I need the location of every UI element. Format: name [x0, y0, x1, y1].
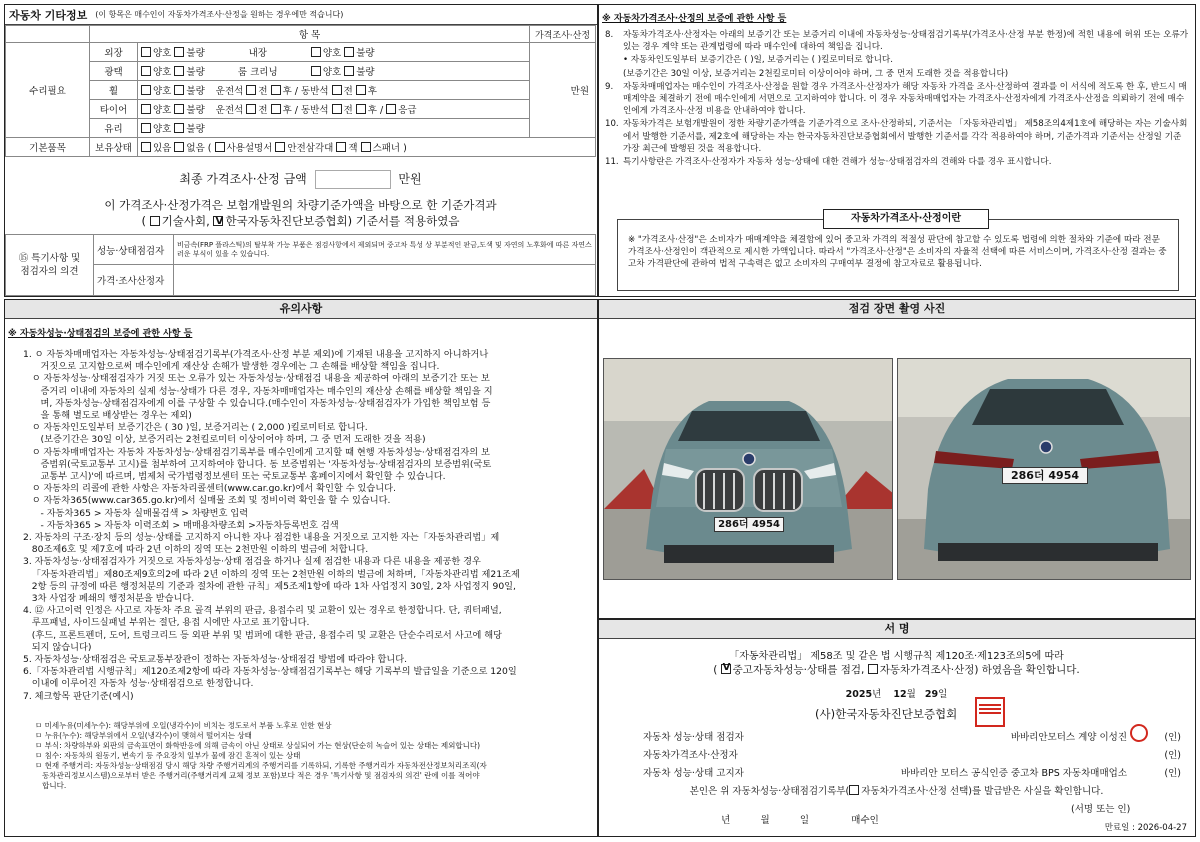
notice-line: ㅇ 자동차의 리콜에 관한 사항은 자동차리콜센터(www.car.go.kr)에서 확인할 수 있습니다. [23, 483, 396, 495]
check-criteria-list [35, 721, 595, 791]
signer-rows [643, 727, 1191, 781]
final-price-input[interactable] [315, 170, 391, 189]
confirm-line: ( V중고자동차성능·상태를 점검, 자동차가격조사·산정) 하였음을 확인합니다. [599, 662, 1194, 677]
room-bad-checkbox[interactable] [344, 66, 354, 76]
signer-label: 자동차 성능·상태 고지자 [643, 768, 744, 779]
item-text: 자동차가격은 보험개발원이 정한 차량기준가액을 기준가격으로 조사·산정하되, 기준서는 「자동차관리법」 제58조의4제1호에 해당하는 자는 기술사회에서 발행한 기준서를, 제2호에 해당하는 자는 한국자동차진단보증협회에서 발행한 기준서를 각각 적용하여야 하며, 기준가격과 기준서는 산정일 기준 가장 최근에 발행된 것을 적용합니다. [623, 119, 1188, 154]
sign-year: 2025 [845, 689, 873, 700]
signature-section [598, 619, 1196, 837]
section-title-note: (이 항목은 매수인이 자동차가격조사·산정을 원하는 경우에만 적습니다) [95, 10, 344, 19]
glass-good-checkbox[interactable] [141, 123, 151, 133]
signer-label: 자동차가격조사·산정자 [643, 750, 738, 761]
signer-row [643, 763, 1191, 781]
criteria-line: ㅁ 현재 주행거리: 자동차성능·상태점검 당시 해당 차량 주행거리계의 주행거리를 기록하되, 기록한 주행거리가 자동차전산정보처리조직(자 [35, 761, 487, 770]
front-license-plate: 286더 4954 [714, 517, 784, 532]
price-guarantee-heading: ※ 자동차가격조사·산정의 보증에 관한 사항 등 [602, 14, 787, 24]
rear-license-plate: 286더 4954 [1002, 467, 1088, 484]
section-title: 자동차 기타정보 [9, 8, 88, 22]
special-notes-label: ⑮ 특기사항 및 점검자의 의견 [6, 235, 94, 296]
notice-line: 6.「자동차관리법 시행규칙」제120조제2항에 따라 자동차성능·상태점검기록부는 해당 기록부의 발급일을 기준으로 120일 [23, 666, 517, 678]
expiry-date: 만료일 : 2026-04-27 [1104, 823, 1187, 833]
final-price-row [5, 170, 596, 189]
criteria-line: 합니다. [35, 781, 67, 790]
criteria-line: 동차관리정보시스템)으로부터 받은 주행거리(주행거리계 교체 정보 포함)보다 적은 경우 '특기사항 및 점검자의 의견' 란에 이를 적어야 [35, 771, 480, 780]
price-inspector-note[interactable] [174, 265, 596, 296]
criteria-line: ㅁ 누유(누수): 해당부위에서 오일(냉각수)이 맺혀서 떨어지는 상태 [35, 731, 252, 740]
notice-line: 이내에 이루어진 자동차 성능·상태점검으로 한정합니다. [23, 678, 254, 690]
interior-good-checkbox[interactable] [311, 47, 321, 57]
item-number: 9. [605, 81, 614, 92]
notice-line: 4. ⑫ 사고이력 인정은 사고로 자동차 주요 골격 부위의 판금, 용접수리 및 교환이 있는 경우로 한정합니다. 단, 쿼터패널, [23, 605, 502, 617]
photo-heading: 점검 장면 촬영 사진 [599, 300, 1195, 319]
possession-options: 있음 없음 ( 사용설명서 안전삼각대 잭 스패너 ) [138, 138, 596, 157]
criteria-line: ㅁ 부식: 차량하부와 외판의 금속표면이 화학반응에 의해 금속이 아닌 상태로 상실되어 가는 현상(단순히 녹슬어 있는 상태는 제외합니다) [35, 741, 480, 750]
signer-name[interactable]: 바바리안 모터스 공식인증 중고차 BPS 자동차매매업소 [900, 768, 1127, 779]
exterior-bad-checkbox[interactable] [174, 47, 184, 57]
repair-table [5, 25, 596, 157]
perf-inspector-label: 성능·상태점검자 [94, 235, 174, 265]
wheel-driver-rear-checkbox[interactable] [271, 85, 281, 95]
item-number: 11. [605, 157, 619, 168]
basis-text [5, 197, 596, 229]
price-definition-text: ※ "가격조사·산정"은 소비자가 매매계약을 체결함에 있어 중고차 가격의 적절성 판단에 참고할 수 있도록 법령에 의한 절차와 기준에 따라 전문 가격조사·산정인이 객관적으로 제시한 가액입니다. 따라서 "가격조사·산정"은 소비자의 자율적 선택에 따른 서비스이며, 가격조사·산정 결과는 중고차 가격판단에 관하여 법적 구속력은 없고 소비자의 구매여부 결정에 참고자료로 활용됩니다. [628, 235, 1167, 270]
tire-good-checkbox[interactable] [141, 104, 151, 114]
sign-month: 12 [893, 689, 907, 700]
spanner-checkbox[interactable] [361, 142, 371, 152]
price-definition-title: 자동차가격조사·산정이란 [823, 209, 989, 229]
price-guarantee-list [605, 29, 1189, 169]
gloss-good-checkbox[interactable] [141, 66, 151, 76]
association-stamp [975, 697, 1005, 727]
triangle-checkbox[interactable] [275, 142, 285, 152]
glass-label: 유리 [90, 119, 138, 138]
association-name: (사)한국자동차진단보증협회 [815, 707, 958, 721]
tire-emergency-checkbox[interactable] [386, 104, 396, 114]
notice-line: 2. 자동차의 구조·장치 등의 성능·상태를 고지하지 아니한 자나 점검한 내용을 거짓으로 고지한 자는「자동차관리법」제 [23, 532, 500, 544]
signature-heading: 서 명 [599, 620, 1195, 639]
tire-driver-rear-checkbox[interactable] [271, 104, 281, 114]
wheel-options: 양호 불량 운전석 전 후 / 동반석 전 후 [138, 81, 530, 100]
signer-row [643, 745, 1191, 763]
price-guarantee-item [605, 29, 1189, 53]
notice-line: ㅇ 자동차매매업자는 자동차 자동차성능·상태점검기록부를 매수인에게 고지할 때 현행 자동차성능·상태점검자의 보 [23, 446, 490, 458]
signer-name[interactable]: 바바리안모터스 계양 이성진 [1010, 732, 1127, 743]
notice-line: 7. 체크항목 판단기준(예시) [23, 690, 134, 702]
item-text: • 자동차인도일부터 보증기간은 ( )일, 보증거리는 ( )킬로미터로 합니다. [623, 55, 893, 66]
item-text: 자동차가격조사·산정자는 아래의 보증기간 또는 보증거리 이내에 자동차성능·상태점검기록부(가격조사·산정 부분 한정)에 적힌 내용에 허위 또는 오류가 있는 경우 계약 또는 관계법령에 따라 매수인에 대하여 책임을 집니다. [623, 30, 1189, 53]
tire-driver-front-checkbox[interactable] [246, 104, 256, 114]
photo-section [598, 299, 1196, 619]
price-guarantee-section [598, 4, 1196, 297]
jack-checkbox[interactable] [336, 142, 346, 152]
notice-line: 며, 자동차성능·상태점검자에게 이를 구상할 수 있습니다.(매수인이 자동차성능·상태점검자가 가입한 책임보험 등 [23, 397, 491, 409]
special-notes-table [5, 234, 596, 296]
buyer-date-row: 년 월 일 매수인 [721, 815, 879, 826]
tire-passenger-rear-checkbox[interactable] [356, 104, 366, 114]
wheel-passenger-rear-checkbox[interactable] [356, 85, 366, 95]
interior-bad-checkbox[interactable] [344, 47, 354, 57]
basic-items-label: 기본품목 [6, 138, 90, 157]
possession-have-checkbox[interactable] [141, 142, 151, 152]
price-guarantee-item [605, 118, 1189, 155]
inspector-seal [1130, 724, 1148, 742]
criteria-line: ㅁ 침수: 자동차의 원동기, 변속기 등 주요장치 일부가 물에 잠긴 흔적이 있는 상태 [35, 751, 301, 760]
notice-line: 80조제6호 및 제7호에 따라 2년 이하의 징역 또는 2천만원 이하의 벌금에 처합니다. [23, 544, 369, 556]
price-guarantee-item [605, 54, 1189, 66]
exterior-good-checkbox[interactable] [141, 47, 151, 57]
notice-subheading: ※ 자동차성능·상태점검의 보증에 관한 사항 등 [8, 329, 193, 339]
notice-line: ㅇ 자동차인도일부터 보증기간은 ( 30 )일, 보증거리는 ( 2,000 )킬로미터로 합니다. [23, 422, 368, 434]
notice-line: 루프패널, 사이드실패널 부위는 절단, 용접 시에만 사고로 표기합니다. [23, 617, 310, 629]
basis-line2: ( 기술사회, V 한국자동차진단보증협회) 기준서를 적용하였음 [5, 213, 596, 229]
item-text: 자동차매매업자는 매수인이 가격조사·산정을 원할 경우 가격조사·산정자가 해당 자동차 가격을 조사·산정하여 결과를 이 서식에 적도록 한 후, 반드시 매매계약을 체결하기 전에 매수인에게 서면으로 고지하여야 합니다. 이 경우 자동차매매업자는 가격조사·산정자에게 가격조사·산정을 의뢰하기 전에 매수인에게 가격조사·산정 비용을 안내하여야 합니다. [623, 81, 1187, 117]
notice-line: 을 통해 별도로 배상받는 경우는 제외) [23, 410, 192, 422]
notice-line: 「자동차관리법」제80조제9호의2에 따라 2년 이하의 징역 또는 2천만원 이하의 벌금에 처하며,「자동차관리법 제21조제 [23, 568, 520, 580]
notice-line: (후드, 프론트펜더, 도어, 트렁크리드 등 외판 부위 및 범퍼에 대한 판금, 용접수리 및 교환은 단순수리로서 사고에 해당 [23, 629, 503, 641]
notice-line: 증범위(국토교통부 고시)를 첨부하여 고지하여야 합니다. 동 보증범위는 '자동차성능·상태점검자의 보증범위(국토 [23, 458, 492, 470]
price-guarantee-item [605, 81, 1189, 118]
notice-line: (보증기간은 30일 이상, 보증거리는 2천킬로미터 이상이어야 하며, 그 중 먼저 도래한 것을 적용) [23, 434, 426, 446]
item-number [605, 54, 623, 66]
front-photo [603, 358, 893, 580]
rear-photo [897, 358, 1191, 580]
wheel-good-checkbox[interactable] [141, 85, 151, 95]
item-number [605, 68, 623, 80]
basis-engineer-checkbox[interactable] [150, 216, 160, 226]
seal-mark: (인) [1164, 732, 1181, 743]
gloss-options: 양호 불량 룸 크리닝 양호 불량 [138, 62, 530, 81]
gloss-label: 광택 [90, 62, 138, 81]
criteria-line: ㅁ 미세누유(미세누수): 해당부위에 오일(냉각수)이 비치는 정도로서 부품 노후로 인한 현상 [35, 721, 332, 730]
notice-line: ㅇ 자동차성능·상태점검자가 거짓 또는 오류가 있는 자동차성능·상태점검 내용을 제공하여 아래의 보증기간 또는 보 [23, 373, 490, 385]
price-unit: 만원 [530, 43, 596, 138]
notice-line: ㅇ 자동차365(www.car365.go.kr)에서 실매물 조회 및 정비이력 확인을 할 수 있습니다. [23, 495, 391, 507]
item-number: 10. [605, 119, 619, 130]
price-definition-box [617, 219, 1179, 291]
tire-label: 타이어 [90, 100, 138, 119]
seal-mark: (인) [1164, 750, 1181, 761]
notice-line: 3. 자동차성능·상태점검자가 거짓으로 자동차성능·상태 점검을 하거나 실제 점검한 내용과 다른 내용을 제공한 경우 [23, 556, 481, 568]
performance-check-checkbox[interactable] [721, 664, 731, 674]
basis-line1: 이 가격조사·산정가격은 보험개발원의 차량기준가액을 바탕으로 한 기준가격과 [104, 198, 497, 212]
notice-line: - 자동차365 > 자동차 이력조회 > 매매용차량조회 >자동차등록번호 검색 [23, 519, 339, 531]
buyer-sign-field[interactable]: (서명 또는 인) [1071, 804, 1131, 815]
sign-date: 2025년 12월 29일 [845, 689, 948, 700]
section-header [5, 5, 597, 25]
wheel-bad-checkbox[interactable] [174, 85, 184, 95]
item-number: 8. [605, 30, 614, 40]
interior-label: 내장 [248, 48, 267, 59]
notice-line: - 자동차365 > 자동차 실매물검색 > 차량번호 입력 [23, 507, 249, 519]
notice-line: 교통부 고시)'에 따르며, 범제처 국가법령정보센터 또는 국토교통부 홈페이지에서 확인할 수 있습니다. [23, 471, 446, 483]
glass-options: 양호 불량 [138, 119, 530, 138]
wheel-driver-front-checkbox[interactable] [246, 85, 256, 95]
notice-line: 증거리 이내에 자동차의 실제 성능·상태가 다른 경우, 자동차매매업자는 매수인의 재산상 손해를 배상할 책임을 지 [23, 385, 493, 397]
basis-kadia-checkbox[interactable] [213, 216, 223, 226]
price-inspector-label: 가격·조사산정자 [94, 265, 174, 296]
notice-line: 5. 자동차성능·상태점검은 국토교통부장관이 정하는 자동차성능·상태점검 방법에 따라야 합니다. [23, 654, 408, 666]
manual-checkbox[interactable] [215, 142, 225, 152]
col-header-price: 가격조사·산정 [530, 26, 596, 43]
gloss-bad-checkbox[interactable] [174, 66, 184, 76]
price-check-checkbox[interactable] [868, 664, 878, 674]
wheel-label: 휠 [90, 81, 138, 100]
signer-label: 자동차 성능·상태 점검자 [643, 732, 744, 743]
price-guarantee-item [605, 156, 1189, 168]
tire-options: 양호 불량 운전석 전 후 / 동반석 전 후 / 응급 [138, 100, 530, 119]
perf-inspector-note: 비금속(FRP 플라스틱)의 탈부착 가능 부품은 점검사항에서 제외되며 중고차 특성 상 부분적인 판금,도색 및 자연의 노후화에 따른 자연스러운 부식이 있을 수 있습니다. [174, 235, 596, 265]
notice-line: 되지 않습니다) [23, 641, 92, 653]
vehicle-other-info-section [4, 4, 598, 297]
item-text: (보증기간은 30일 이상, 보증거리는 2천킬로미터 이상이어야 하며, 그 중 먼저 도래한 것을 적용합니다) [623, 68, 1009, 79]
receipt-line: 본인은 위 자동차성능·상태점검기록부( 자동차가격조사·산정 선택)를 발급받은 사실을 확인합니다. [689, 786, 1104, 797]
possession-none-checkbox[interactable] [174, 142, 184, 152]
room-good-checkbox[interactable] [311, 66, 321, 76]
exterior-options: 양호 불량 내장 양호 불량 [138, 43, 530, 62]
item-text: 특기사항란은 가격조사·산정자가 자동차 성능·상태에 대한 견해가 성능·상태점검자의 견해와 다를 경우 표시합니다. [623, 157, 1052, 168]
notice-line: 1. ㅇ 자동차매매업자는 자동차성능·상태점검기록부(가격조사·산정 부분 제외)에 기재된 내용을 고지하지 아니하거나 [23, 349, 489, 360]
notice-heading: 유의사항 [5, 300, 597, 319]
col-header-item: 항 목 [90, 26, 530, 43]
price-guarantee-item [605, 68, 1189, 80]
notice-line: 거짓으로 고지함으로써 매수인에게 재산상 손해가 발생한 경우에는 그 손해를 배상할 책임을 집니다. [23, 361, 440, 373]
sign-day: 29 [924, 689, 939, 700]
notice-section [4, 299, 598, 837]
tire-passenger-front-checkbox[interactable] [332, 104, 342, 114]
exterior-label: 외장 [90, 43, 138, 62]
glass-bad-checkbox[interactable] [174, 123, 184, 133]
signer-row [643, 727, 1191, 745]
final-price-label: 최종 가격조사·산정 금액 [179, 172, 307, 186]
possession-label: 보유상태 [90, 138, 138, 157]
tire-bad-checkbox[interactable] [174, 104, 184, 114]
notice-list [23, 349, 595, 703]
room-cleaning-label: 룸 크리닝 [237, 67, 278, 78]
front-car-image [604, 359, 893, 580]
wheel-passenger-front-checkbox[interactable] [332, 85, 342, 95]
notice-line: 3차 사업장 폐쇄의 행정처분을 받습니다. [23, 593, 195, 605]
receipt-price-checkbox[interactable] [849, 785, 859, 795]
final-price-unit: 만원 [398, 172, 422, 186]
seal-mark: (인) [1164, 768, 1181, 779]
notice-line: 2항 등의 규정에 따른 행정처분의 기준과 절차에 관한 규칙」제5조제1항에 따라 1차 사업정지 30일, 2차 사업정지 90일, [23, 580, 516, 592]
law-line: 「자동차관리법」 제58조 및 같은 법 시행규칙 제120조·제123조의5에 따라 [729, 651, 1064, 662]
repair-needed-label: 수리필요 [6, 43, 90, 138]
